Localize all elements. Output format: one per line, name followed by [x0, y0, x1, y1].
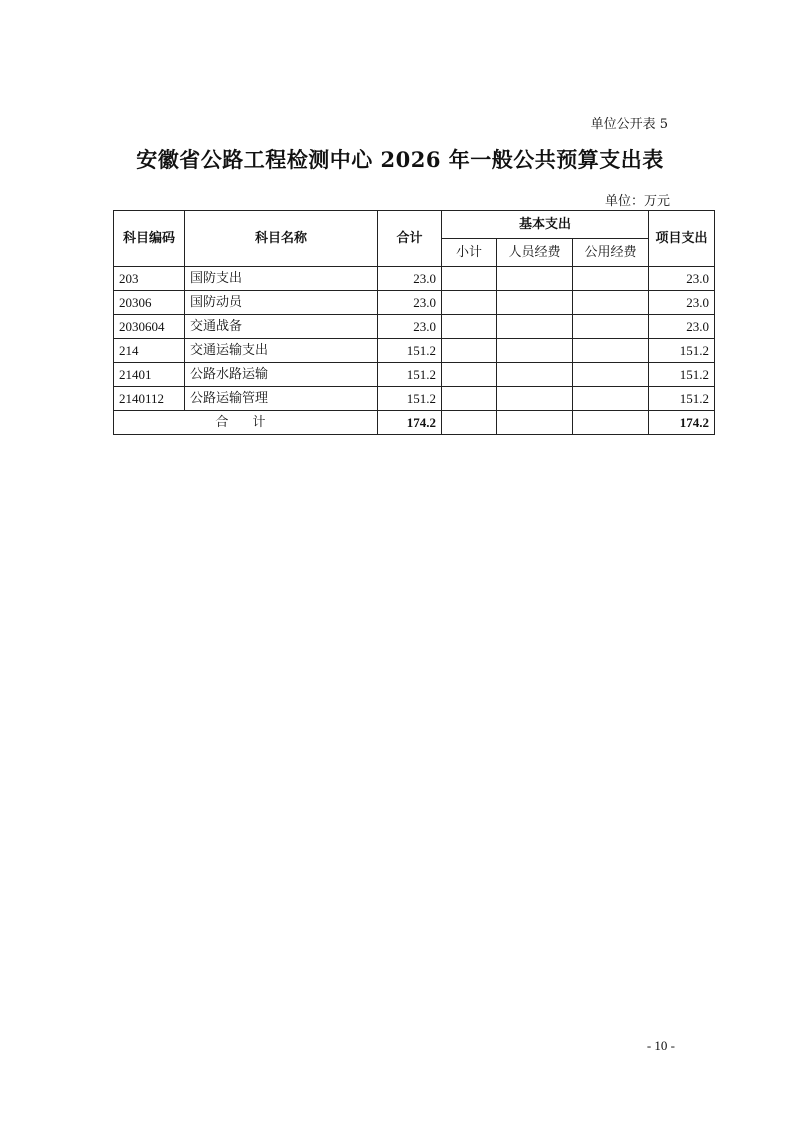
page-number: - 10 -	[646, 1038, 675, 1053]
total-row	[114, 411, 715, 435]
row-code: 20306	[114, 291, 185, 315]
row-total: 151.2	[378, 363, 442, 387]
row-subtotal	[442, 339, 497, 363]
row-name: 交通战备	[185, 315, 378, 339]
row-project: 151.2	[649, 339, 715, 363]
row-subtotal	[442, 267, 497, 291]
table-row	[114, 363, 715, 387]
row-personnel	[497, 387, 573, 411]
row-public	[573, 387, 649, 411]
row-subtotal	[442, 387, 497, 411]
row-subtotal	[442, 363, 497, 387]
row-code: 2030604	[114, 315, 185, 339]
row-code: 21401	[114, 363, 185, 387]
row-name: 公路水路运输	[185, 363, 378, 387]
row-name: 公路运输管理	[185, 387, 378, 411]
unit-label: 单位：万元	[604, 194, 670, 209]
header-name: 科目名称	[185, 211, 378, 267]
row-personnel	[497, 267, 573, 291]
row-project: 23.0	[649, 267, 715, 291]
row-code: 214	[114, 339, 185, 363]
total-subtotal	[442, 411, 497, 435]
row-public	[573, 339, 649, 363]
table-row	[114, 387, 715, 411]
row-name: 国防支出	[185, 267, 378, 291]
row-total: 23.0	[378, 291, 442, 315]
document-title: 安徽省公路工程检测中心 2026 年一般公共预算支出表	[136, 147, 664, 172]
row-personnel	[497, 339, 573, 363]
header-subtotal: 小计	[442, 239, 497, 267]
row-code: 2140112	[114, 387, 185, 411]
table-number-label: 单位公开表 5	[590, 117, 668, 132]
row-public	[573, 315, 649, 339]
row-public	[573, 267, 649, 291]
row-personnel	[497, 291, 573, 315]
table-row	[114, 339, 715, 363]
row-total: 23.0	[378, 315, 442, 339]
row-total: 151.2	[378, 387, 442, 411]
header-code: 科目编码	[114, 211, 185, 267]
row-total: 151.2	[378, 339, 442, 363]
row-personnel	[497, 363, 573, 387]
total-amount: 174.2	[378, 411, 442, 435]
row-public	[573, 291, 649, 315]
total-personnel	[497, 411, 573, 435]
row-subtotal	[442, 291, 497, 315]
row-project: 151.2	[649, 387, 715, 411]
header-public: 公用经费	[573, 239, 649, 267]
header-personnel: 人员经费	[497, 239, 573, 267]
table-row	[114, 267, 715, 291]
row-project: 151.2	[649, 363, 715, 387]
total-public	[573, 411, 649, 435]
total-label: 合 计	[114, 411, 378, 435]
header-total: 合计	[378, 211, 442, 267]
row-subtotal	[442, 315, 497, 339]
table-row	[114, 315, 715, 339]
header-basic-expenditure: 基本支出	[442, 211, 649, 239]
row-personnel	[497, 315, 573, 339]
row-code: 203	[114, 267, 185, 291]
row-public	[573, 363, 649, 387]
budget-table	[113, 210, 715, 435]
row-name: 交通运输支出	[185, 339, 378, 363]
total-project: 174.2	[649, 411, 715, 435]
row-project: 23.0	[649, 291, 715, 315]
header-project-expenditure: 项目支出	[649, 211, 715, 267]
row-project: 23.0	[649, 315, 715, 339]
row-name: 国防动员	[185, 291, 378, 315]
table-row	[114, 291, 715, 315]
row-total: 23.0	[378, 267, 442, 291]
